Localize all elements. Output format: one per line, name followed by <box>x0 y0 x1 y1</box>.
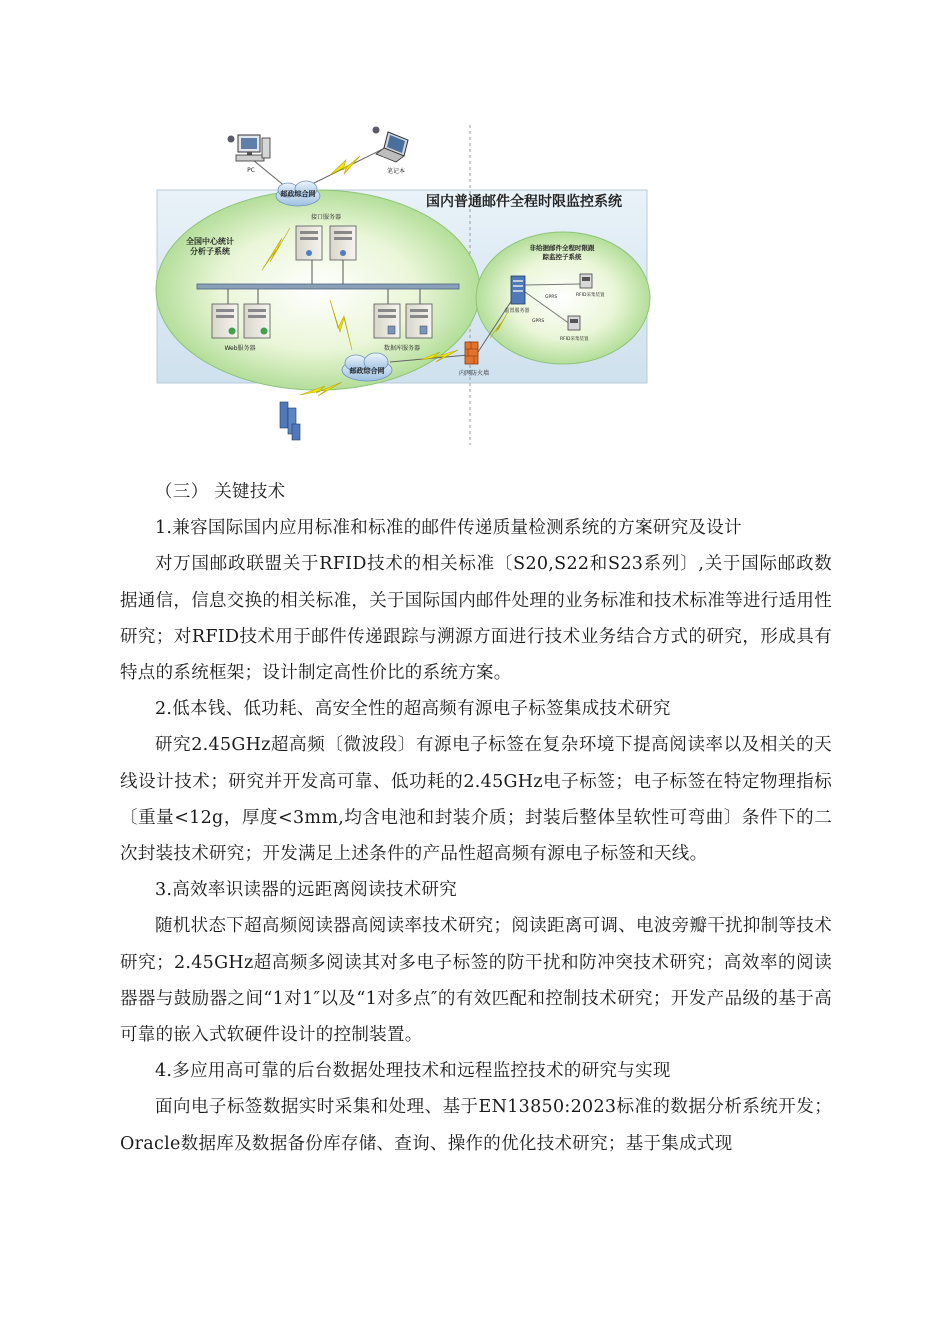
front-server-label: 前置服务器 <box>504 308 530 314</box>
subsection-title-3: 3.高效率识读器的远距离阅读技术研究 <box>155 880 458 901</box>
paragraph-1: 对万国邮政联盟关于RFID技术的相关标准〔S20,S22和S23系列〕,关于国际邮政数据通信，信息交换的相关标准，关于国际国内邮件处理的业务标准和技术标准等进行适用性研究；对RFID技术用于邮件传递跟踪与溯源方面进行技术业务结合方式的研究，形成具有特点的系统框架；设计制定高性价比的系统方案。 <box>120 554 832 684</box>
firewall-label: 内网防火墙 <box>458 370 490 377</box>
interface-server-label: 接口服务器 <box>310 214 342 221</box>
gprs-label-2: GPRS <box>532 319 545 324</box>
pc-icon <box>228 135 271 161</box>
central-subsystem-label-line2: 分析子系统 <box>190 247 230 256</box>
front-server-icon <box>511 276 525 304</box>
subsection-title-4: 4.多应用高可靠的后台数据处理技术和远程监控技术的研究与实现 <box>155 1061 671 1082</box>
tracking-subsystem-label-line1: 非给据邮件全程时限跟 <box>529 244 595 252</box>
document-body <box>120 474 832 1162</box>
firewall-icon <box>465 342 478 364</box>
database-server-label: 数据库服务器 <box>383 345 421 352</box>
remote-server-cluster-icon <box>280 402 300 440</box>
laptop-icon <box>373 127 409 163</box>
subsection-title-2: 2.低本钱、低功耗、高安全性的超高频有源电子标签集成技术研究 <box>155 699 671 720</box>
central-subsystem-label-line1: 全国中心统计 <box>186 237 234 246</box>
diagram-title: 国内普通邮件全程时限监控系统 <box>426 194 622 210</box>
laptop-label: 笔记本 <box>386 168 406 175</box>
rfid-label-2: RFID采集装置 <box>560 337 589 342</box>
network-label-top: 邮政综合网 <box>280 190 316 198</box>
gprs-label-1: GPRS <box>545 295 558 300</box>
web-server-label: Web服务器 <box>224 345 256 352</box>
network-architecture-diagram <box>0 0 950 460</box>
pc-label: PC <box>247 167 255 174</box>
subsection-title-1: 1.兼容国际国内应用标准和标准的邮件传递质量检测系统的方案研究及设计 <box>155 518 742 539</box>
tracking-subsystem-label-line2: 踪监控子系统 <box>542 253 582 261</box>
network-label-bottom: 邮政综合网 <box>349 367 385 375</box>
paragraph-3: 随机状态下超高频阅读器高阅读率技术研究；阅读距离可调、电波旁瓣干扰抑制等技术研究；2.45GHz超高频多阅读其对多电子标签的防干扰和防冲突技术研究；高效率的阅读器器与鼓励器之间“1对1″以及“1对多点″的有效匹配和控制技术研究；开发产品级的基于高可靠的嵌入式软硬件设计的控制装置。 <box>120 916 832 1046</box>
section-heading: （三） 关键技术 <box>155 482 286 502</box>
paragraph-2: 研究2.45GHz超高频〔微波段〕有源电子标签在复杂环境下提高阅读率以及相关的天线设计技术；研究并开发高可靠、低功耗的2.45GHz电子标签；电子标签在特定物理指标〔重量<12g，厚度<3mm,均含电池和封装介质；封装后整体呈软性可弯曲〕条件下的二次封装技术研究；开发满足上述条件的产品性超高频有源电子标签和天线。 <box>120 735 832 865</box>
backbone-bus <box>197 284 459 289</box>
rfid-label-1: RFID采集装置 <box>576 293 605 298</box>
paragraph-4: 面向电子标签数据实时采集和处理、基于EN13850:2023标准的数据分析系统开发；Oracle数据库及数据备份库存储、查询、操作的优化技术研究；基于集成式现 <box>120 1097 832 1154</box>
